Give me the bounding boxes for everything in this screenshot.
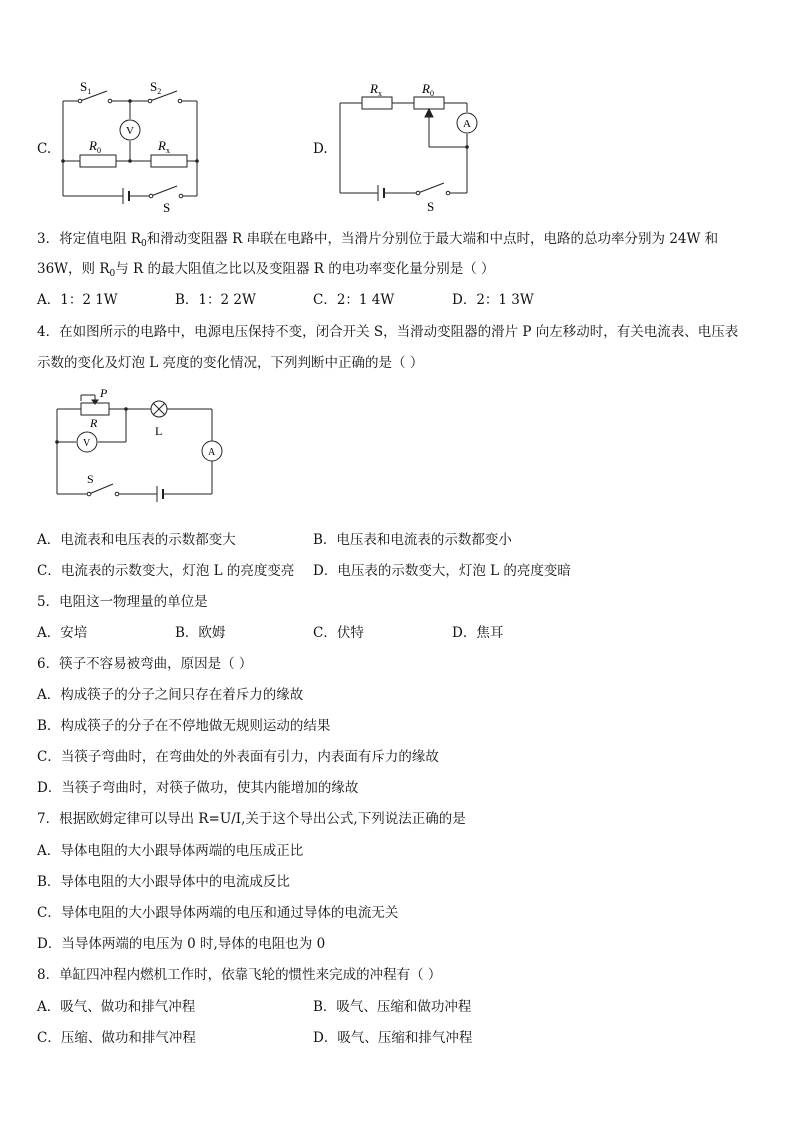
- q7-option-a[interactable]: A．导体电阻的大小跟导体两端的电压成正比: [37, 843, 304, 859]
- resistor-rx-label: $R_x$: [370, 81, 382, 98]
- circuit-diagram-c: [55, 75, 215, 215]
- q4-stem-line1: 4．在如图所示的电路中，电源电压保持不变，闭合开关 S，当滑动变阻器的滑片 P 向左移动时，有关电流表、电压表: [37, 324, 739, 340]
- q4-option-a[interactable]: A．电流表和电压表的示数都变大: [37, 532, 236, 548]
- resistor-r0-label: $R_0$: [422, 81, 434, 98]
- q8-option-d[interactable]: D．吸气、压缩和排气冲程: [313, 1030, 473, 1046]
- q5-option-b[interactable]: B．欧姆: [175, 625, 226, 641]
- switch-s1-label: $S_1$: [80, 79, 92, 96]
- q5-stem: 5．电阻这一物理量的单位是: [37, 594, 208, 610]
- q3-stem-line1: 3．将定值电阻 $R_0$和滑动变阻器 R 串联在电路中，当滑片分别位于最大端和中点时，电路的总功率分别为 24W 和: [37, 231, 719, 249]
- option-d-label: D.: [313, 141, 328, 157]
- q7-option-d[interactable]: D．当导体两端的电压为 0 时,导体的电阻也为 0: [37, 936, 326, 952]
- q8-stem: 8．单缸四冲程内燃机工作时，依靠飞轮的惯性来完成的冲程有（ ）: [37, 967, 442, 983]
- resistor-rx-label: $R_x$: [158, 138, 170, 155]
- switch-s2-label: $S_2$: [150, 79, 162, 96]
- q7-option-b[interactable]: B．导体电阻的大小跟导体中的电流成反比: [37, 874, 290, 890]
- q8-option-b[interactable]: B．吸气、压缩和做功冲程: [313, 999, 472, 1015]
- q4-option-d[interactable]: D．电压表的示数变大，灯泡 L 的亮度变暗: [313, 563, 571, 579]
- q3-option-b[interactable]: B．1：2 2W: [175, 292, 256, 308]
- rheostat-r-label: R: [90, 416, 98, 430]
- q5-option-c[interactable]: C．伏特: [313, 625, 364, 641]
- lamp-l-label: L: [155, 424, 163, 438]
- q3-option-a[interactable]: A．1：2 1W: [37, 292, 118, 308]
- q6-option-c[interactable]: C．当筷子弯曲时，在弯曲处的外表面有引力，内表面有斥力的缘故: [37, 749, 439, 765]
- q8-option-a[interactable]: A．吸气、做功和排气冲程: [37, 999, 196, 1015]
- ammeter-label: A: [463, 118, 471, 130]
- q6-option-d[interactable]: D．当筷子弯曲时，对筷子做功，使其内能增加的缘故: [37, 780, 359, 796]
- option-c-label: C.: [37, 141, 52, 157]
- switch-s-label: S: [87, 472, 94, 486]
- q6-stem: 6．筷子不容易被弯曲，原因是（ ）: [37, 656, 253, 672]
- voltmeter-label: V: [126, 125, 134, 137]
- q5-option-d[interactable]: D．焦耳: [452, 625, 504, 641]
- q7-option-c[interactable]: C．导体电阻的大小跟导体两端的电压和通过导体的电流无关: [37, 905, 399, 921]
- q3-stem-line2: 36W，则 $R_0$与 R 的最大阻值之比以及变阻器 R 的电功率变化量分别是（ ）: [37, 261, 495, 279]
- q5-option-a[interactable]: A．安培: [37, 625, 88, 641]
- circuit-diagram-d: [330, 75, 490, 215]
- q3-option-d[interactable]: D．2：1 3W: [452, 292, 534, 308]
- q4-stem-line2: 示数的变化及灯泡 L 亮度的变化情况，下列判断中正确的是（ ）: [37, 355, 424, 371]
- q4-option-c[interactable]: C．电流表的示数变大，灯泡 L 的亮度变亮: [37, 563, 295, 579]
- switch-s-label: S: [163, 200, 171, 215]
- ammeter-label: A: [208, 447, 216, 458]
- q4-option-b[interactable]: B．电压表和电流表的示数都变小: [313, 532, 512, 548]
- q6-option-a[interactable]: A．构成筷子的分子之间只存在着斥力的缘故: [37, 687, 304, 703]
- q3-option-c[interactable]: C．2：1 4W: [313, 292, 395, 308]
- q8-option-c[interactable]: C．压缩、做功和排气冲程: [37, 1030, 196, 1046]
- resistor-r0-label: $R_0$: [89, 138, 101, 155]
- q6-option-b[interactable]: B．构成筷子的分子在不停地做无规则运动的结果: [37, 718, 331, 734]
- q7-stem: 7．根据欧姆定律可以导出 R=U/I,关于这个导出公式,下列说法正确的是: [37, 811, 466, 827]
- circuit-diagram-q4: [45, 385, 235, 505]
- switch-s-label: S: [427, 199, 435, 214]
- voltmeter-label: V: [83, 438, 91, 449]
- slider-p-label: P: [100, 386, 108, 400]
